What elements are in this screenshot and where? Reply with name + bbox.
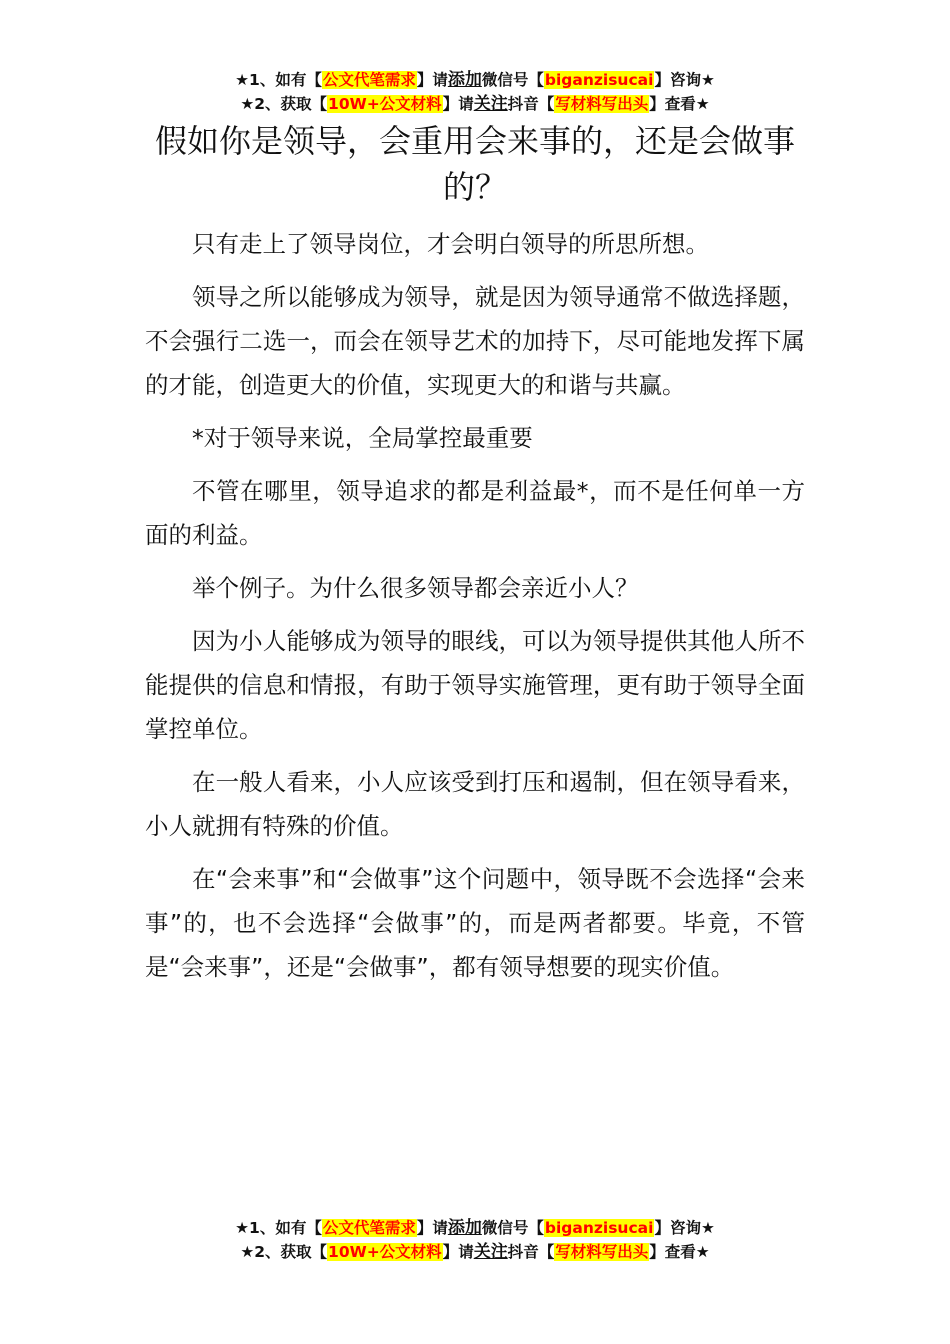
banner-line-1 [0, 68, 950, 92]
banner-highlight: 10W+公文材料 [328, 95, 442, 113]
banner-line-2 [0, 92, 950, 116]
header-banner [0, 68, 950, 116]
paragraph: 领导之所以能够成为领导，就是因为领导通常不做选择题，不会强行二选一，而会在领导艺术的加持下，尽可能地发挥下属的才能，创造更大的价值，实现更大的和谐与共赢。 [145, 283, 805, 399]
banner-highlight-wechat-id: biganzisucai [544, 71, 654, 89]
banner-line-2 [0, 1240, 950, 1264]
paragraph: 在“会来事”和“会做事”这个问题中，领导既不会选择“会来事”的，也不会选择“会做事”的，而是两者都要。毕竟，不管是“会来事”，还是“会做事”，都有领导想要的现实价值。 [145, 865, 805, 981]
banner-highlight-douyin-id: 写材料写出头 [555, 95, 649, 113]
banner-text: 】咨询★ [654, 1219, 715, 1237]
banner-emphasis: 添加 [447, 1218, 482, 1238]
banner-text: ★2、获取【 [240, 1243, 328, 1261]
banner-text: 】咨询★ [654, 71, 715, 89]
paragraph: 只有走上了领导岗位，才会明白领导的所思所想。 [192, 230, 709, 258]
banner-highlight-douyin-id: 写材料写出头 [555, 1243, 649, 1261]
banner-emphasis: 关注 [473, 1242, 508, 1262]
banner-highlight: 公文代笔需求 [322, 1219, 416, 1237]
banner-text: 抖音【 [507, 1243, 555, 1261]
banner-text: ★1、如有【 [235, 1219, 322, 1237]
banner-text: 】请 [416, 71, 448, 89]
paragraph: 因为小人能够成为领导的眼线，可以为领导提供其他人所不能提供的信息和情报，有助于领导实施管理，更有助于领导全面掌控单位。 [145, 627, 805, 743]
paragraph: *对于领导来说，全局掌控最重要 [192, 424, 533, 452]
footer-banner [0, 1216, 950, 1264]
banner-highlight-wechat-id: biganzisucai [544, 1219, 654, 1237]
article-title: 假如你是领导，会重用会来事的，还是会做事的？ [154, 122, 795, 206]
article-body [145, 222, 805, 998]
paragraph: 不管在哪里，领导追求的都是利益最*，而不是任何单一方面的利益。 [145, 477, 805, 549]
banner-text: 抖音【 [507, 95, 555, 113]
banner-text: ★1、如有【 [235, 71, 322, 89]
banner-emphasis: 添加 [447, 70, 482, 90]
banner-text: ★2、获取【 [240, 95, 328, 113]
banner-text: 】查看★ [649, 95, 710, 113]
paragraph: 在一般人看来，小人应该受到打压和遏制，但在领导看来，小人就拥有特殊的价值。 [145, 768, 805, 840]
paragraph: 举个例子。为什么很多领导都会亲近小人？ [192, 574, 639, 602]
banner-text: 】查看★ [649, 1243, 710, 1261]
banner-line-1 [0, 1216, 950, 1240]
banner-highlight: 10W+公文材料 [328, 1243, 442, 1261]
banner-emphasis: 关注 [473, 94, 508, 114]
banner-highlight: 公文代笔需求 [322, 71, 416, 89]
banner-text: 】请 [442, 95, 474, 113]
banner-text: 微信号【 [481, 71, 544, 89]
banner-text: 】请 [442, 1243, 474, 1261]
banner-text: 微信号【 [481, 1219, 544, 1237]
banner-text: 】请 [416, 1219, 448, 1237]
